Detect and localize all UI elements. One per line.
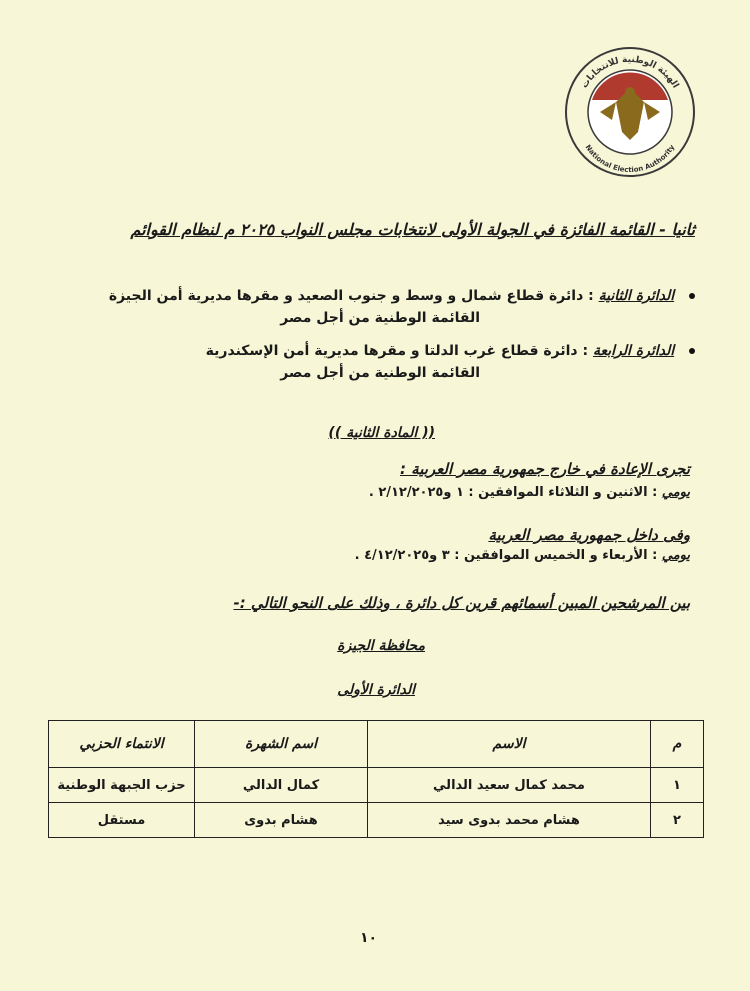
circle-description: دائرة قطاع غرب الدلتا و مقرها مديرية أمن الإسكندرية xyxy=(205,343,578,359)
header-number: م xyxy=(651,721,704,768)
abroad-title xyxy=(400,460,690,478)
header-party: الانتماء الحزبي xyxy=(49,721,195,768)
header-name: الاسم xyxy=(368,721,651,768)
table-row xyxy=(49,768,704,803)
election-authority-logo xyxy=(560,40,700,180)
bullet-icon xyxy=(689,348,695,354)
abroad-days xyxy=(369,485,690,500)
circle-list-name: القائمة الوطنية من أجل مصر xyxy=(280,310,480,326)
candidates-table xyxy=(48,720,704,838)
circle-list-name: القائمة الوطنية من أجل مصر xyxy=(280,365,480,381)
header-fame-name: اسم الشهرة xyxy=(195,721,368,768)
between-line-text: بين المرشحين المبين أسمائهم قرين كل دائرة ، وذلك على النحو التالي :- xyxy=(233,594,690,612)
governorate-title: محافظة الجيزة xyxy=(337,638,425,654)
inside-title-text: وفى داخل جمهورية مصر العربية xyxy=(488,526,690,544)
circle-item: الدائرة الرابعة : دائرة قطاع غرب الدلتا و مقرها مديرية أمن الإسكندرية xyxy=(206,343,695,359)
abroad-title-text: تجرى الإعادة في خارج جمهورية مصر العربية : xyxy=(399,460,690,478)
table-header-row xyxy=(49,721,704,768)
logo-english-text: National Election Authority xyxy=(583,143,677,175)
days-text: : الأربعاء و الخميس الموافقين : ٣ و٤/١٢/٢٠٢٥ . xyxy=(354,548,658,563)
table-row xyxy=(49,803,704,838)
page-number: ١٠ xyxy=(360,930,378,946)
days-label: يومي xyxy=(661,548,690,563)
logo-arabic-text: الهيئة الوطنية للانتخابات xyxy=(579,55,681,91)
cell-name: هشام محمد بدوى سيد xyxy=(368,803,651,838)
cell-name: محمد كمال سعيد الدالي xyxy=(368,768,651,803)
cell-party: مستقل xyxy=(49,803,195,838)
circle-first-title: الدائرة الأولى xyxy=(337,682,415,698)
circle-description: دائرة قطاع شمال و وسط و جنوب الصعيد و مقرها مديرية أمن الجيزة xyxy=(108,288,584,304)
cell-fame-name: هشام بدوى xyxy=(195,803,368,838)
circle-label: الدائرة الثانية xyxy=(598,288,675,304)
between-line xyxy=(233,594,690,612)
circle-label: الدائرة الرابعة xyxy=(592,343,675,359)
bullet-icon xyxy=(689,293,695,299)
section-heading: ثانيا - القائمة الفائزة في الجولة الأولى لانتخابات مجلس النواب ٢٠٢٥ م لنظام القوائم xyxy=(130,220,695,239)
days-label: يومي xyxy=(661,485,690,500)
days-text: : الاثنين و الثلاثاء الموافقين : ١ و٢/١٢/٢٠٢٥ . xyxy=(368,485,658,500)
circle-item: الدائرة الثانية : دائرة قطاع شمال و وسط و جنوب الصعيد و مقرها مديرية أمن الجيزة xyxy=(109,288,695,304)
cell-fame-name: كمال الدالي xyxy=(195,768,368,803)
cell-party: حزب الجبهة الوطنية xyxy=(49,768,195,803)
cell-number: ٢ xyxy=(651,803,704,838)
inside-days xyxy=(355,548,690,563)
cell-number: ١ xyxy=(651,768,704,803)
inside-title xyxy=(488,526,690,544)
article-title: (( المادة الثانية )) xyxy=(328,425,435,441)
